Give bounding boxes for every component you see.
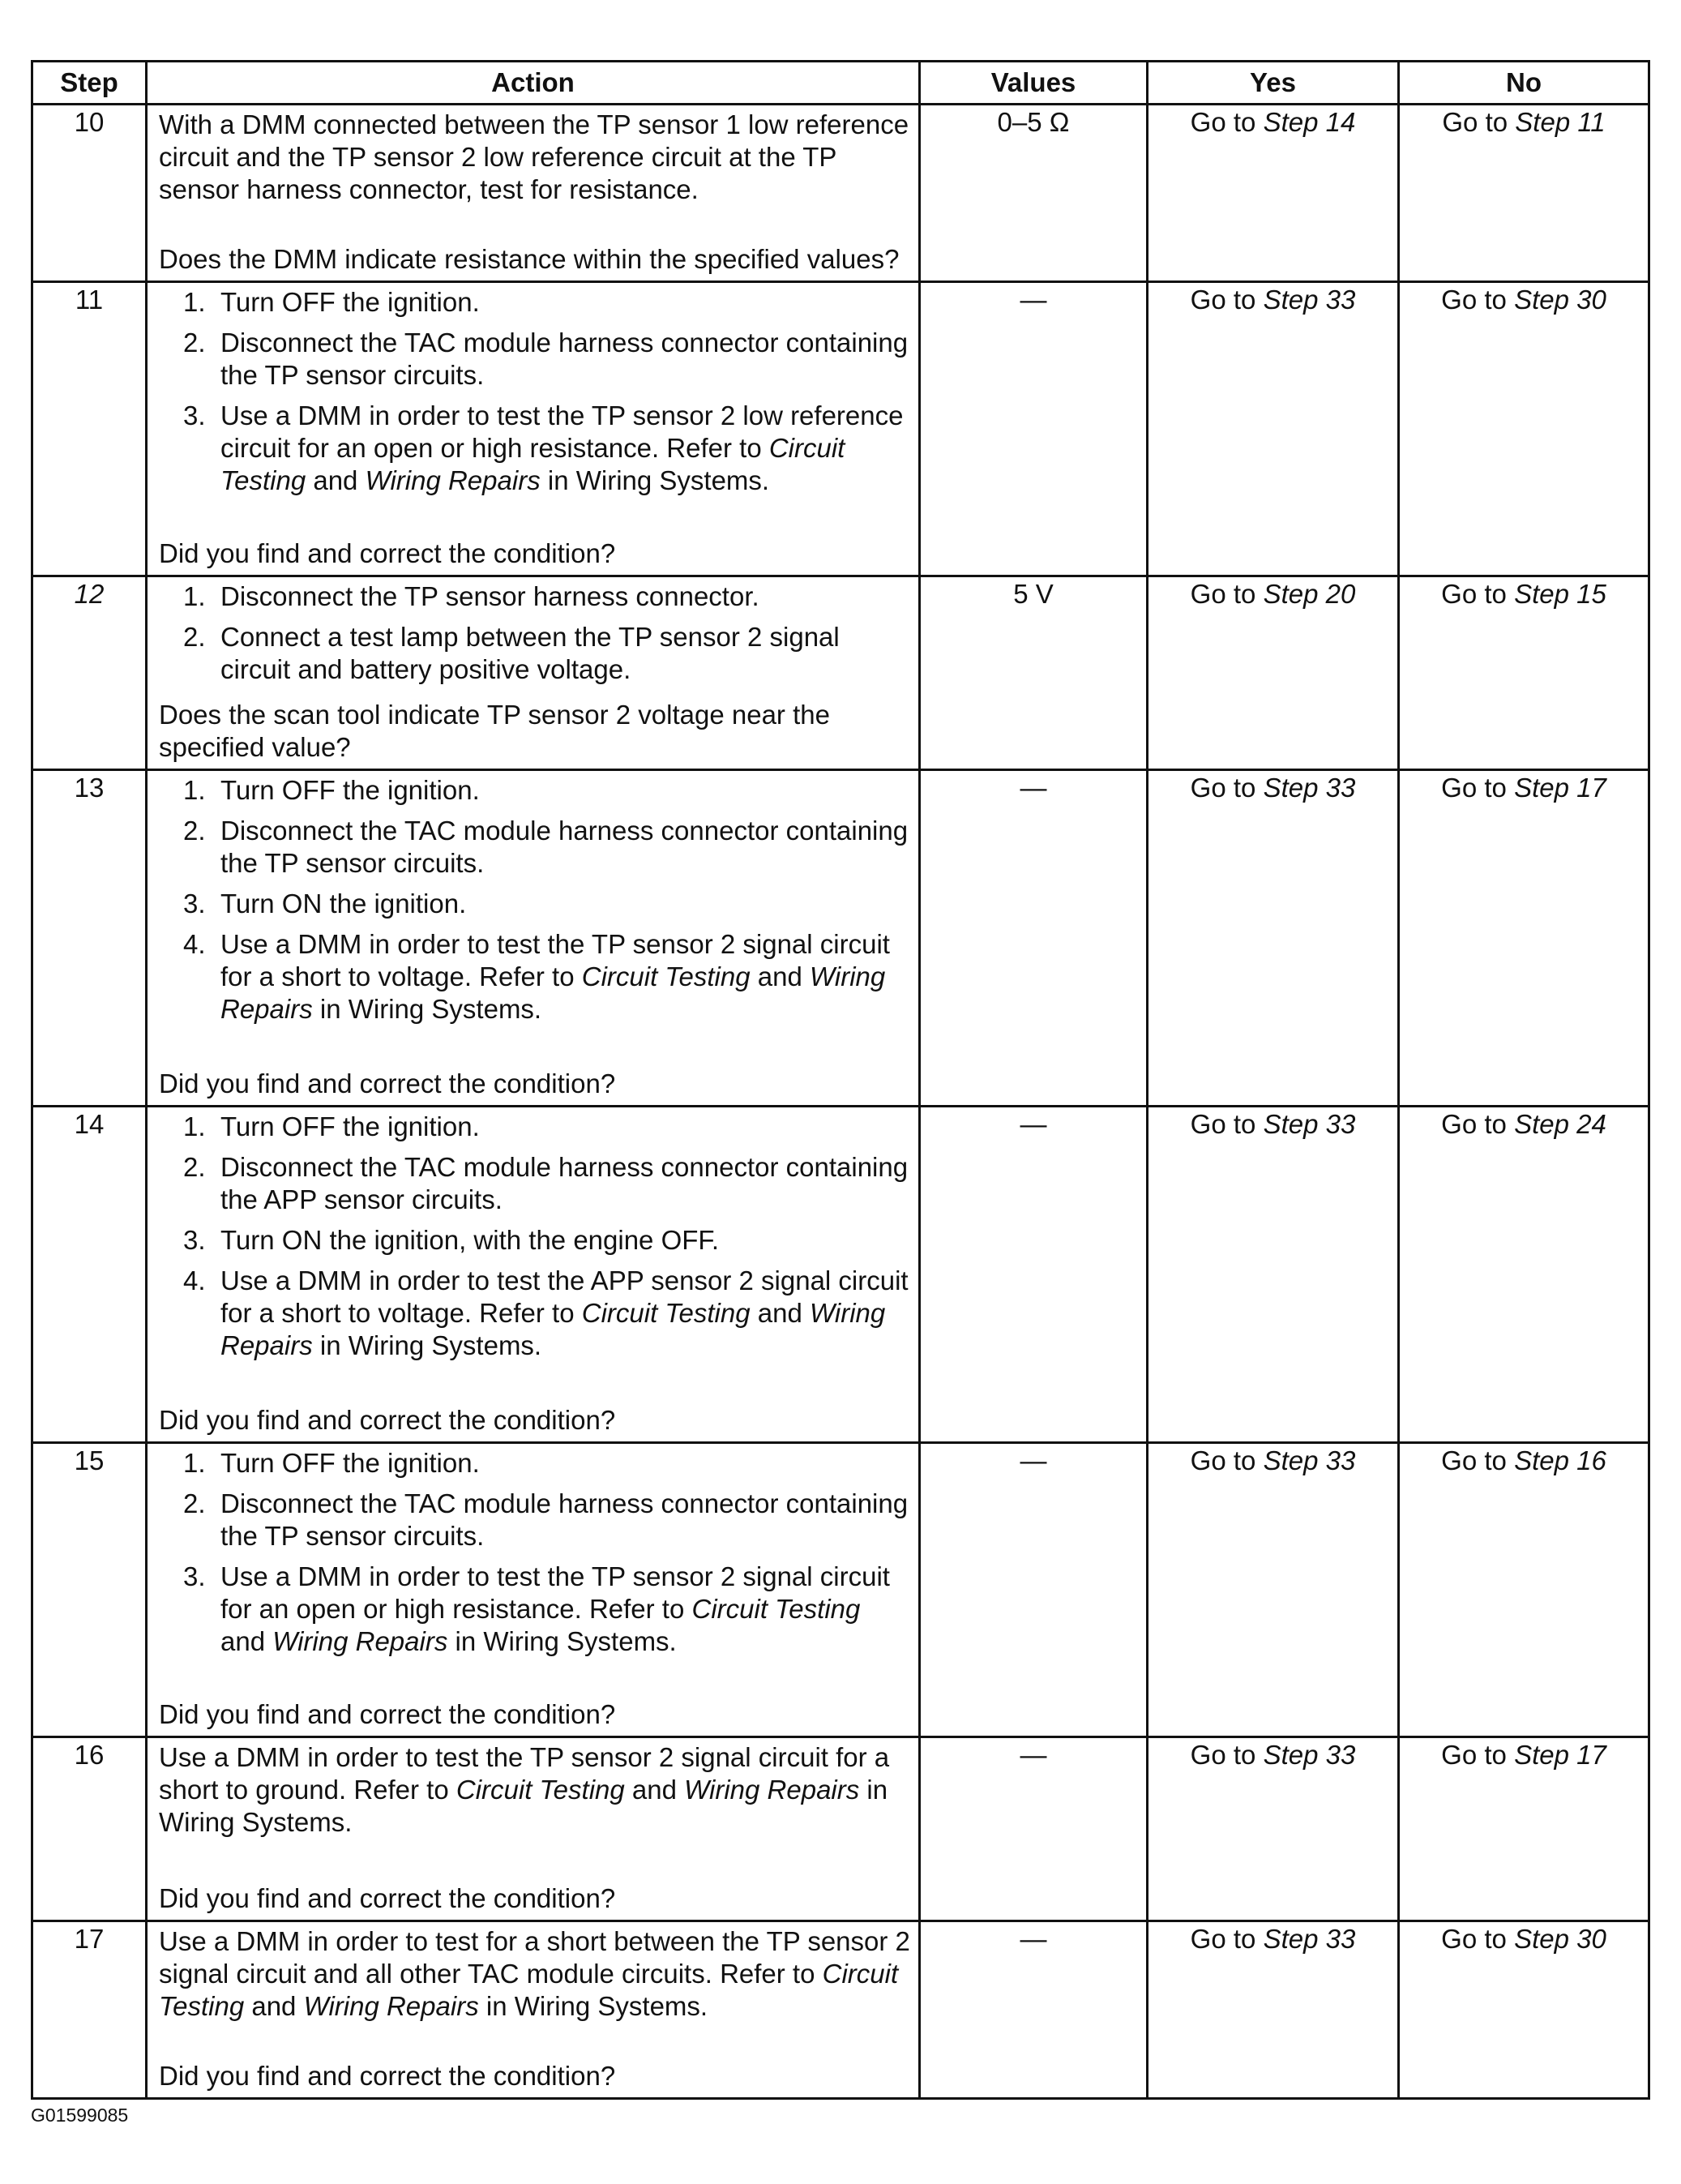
reference-link-text: Wiring Repairs	[365, 465, 541, 495]
step-number: 12	[32, 576, 147, 770]
table-row	[32, 1921, 1649, 2099]
yes-goto-step: Step 33	[1263, 285, 1356, 315]
list-item-text: Disconnect the TP sensor harness connector.	[220, 581, 759, 611]
values-cell: 5 V	[920, 576, 1148, 770]
header-action: Action	[147, 62, 920, 105]
list-item	[183, 1224, 910, 1257]
no-goto-prefix: Go to	[1441, 285, 1507, 315]
list-item-text: Turn ON the ignition, with the engine OFF.	[220, 1225, 720, 1255]
text-run: Use a DMM in order to test for a short between the TP sensor 2 signal circuit and all other TAC module circuits. Refer to	[159, 1926, 910, 1989]
step-number: 10	[32, 105, 147, 282]
list-item-text: Disconnect the TAC module harness connector containing the TP sensor circuits.	[220, 1488, 909, 1551]
table-row	[32, 770, 1649, 1107]
action-content	[159, 1741, 910, 1915]
list-item-number: 1.	[183, 581, 206, 611]
values-cell: —	[920, 282, 1148, 576]
action-instructions	[159, 1925, 910, 2023]
text-run: and	[750, 1298, 811, 1328]
values-cell: —	[920, 770, 1148, 1107]
yes-goto-step: Step 33	[1263, 1109, 1356, 1139]
list-item-text: Turn OFF the ignition.	[220, 1448, 480, 1478]
yes-goto-step: Step 14	[1263, 107, 1356, 137]
text-run: in Wiring Systems.	[540, 465, 770, 495]
yes-goto-step: Step 20	[1263, 579, 1356, 609]
no-cell	[1399, 282, 1649, 576]
text-run: in Wiring Systems.	[447, 1626, 677, 1656]
action-cell	[147, 1107, 920, 1443]
no-goto-prefix: Go to	[1441, 1445, 1507, 1475]
list-item	[183, 1561, 910, 1658]
step-number: 13	[32, 770, 147, 1107]
no-goto-step: Step 17	[1514, 773, 1606, 803]
no-cell	[1399, 576, 1649, 770]
action-question: Did you find and correct the condition?	[159, 1699, 616, 1729]
list-item-number: 1.	[183, 1448, 206, 1478]
no-goto-step: Step 24	[1514, 1109, 1606, 1139]
list-item	[183, 928, 910, 1026]
reference-link-text: Wiring Repairs	[272, 1626, 448, 1656]
step-number: 14	[32, 1107, 147, 1443]
table-row	[32, 105, 1649, 282]
reference-link-text: Wiring Repairs	[220, 1298, 886, 1360]
no-goto-prefix: Go to	[1441, 1109, 1507, 1139]
diagnostic-steps-table	[31, 60, 1650, 2100]
action-content	[159, 774, 910, 1100]
list-item-text	[220, 1561, 890, 1656]
action-step-list	[159, 580, 910, 686]
yes-goto-step: Step 33	[1263, 1445, 1356, 1475]
action-cell	[147, 770, 920, 1107]
no-goto-step: Step 30	[1514, 285, 1606, 315]
list-item	[183, 286, 910, 319]
no-cell	[1399, 1737, 1649, 1921]
action-question: Does the scan tool indicate TP sensor 2 voltage near the specified value?	[159, 700, 830, 762]
text-run: Use a DMM in order to test the TP sensor 2 signal circuit for an open or high resistance. Refer to	[220, 1561, 890, 1624]
yes-cell	[1148, 1921, 1399, 2099]
values-cell: —	[920, 1737, 1148, 1921]
action-instructions	[159, 286, 910, 505]
list-item-number: 3.	[183, 1225, 206, 1255]
table-row	[32, 1107, 1649, 1443]
reference-link-text: Circuit Testing	[159, 1959, 899, 2021]
list-item	[183, 621, 910, 686]
text-run: and	[750, 961, 811, 991]
yes-goto-prefix: Go to	[1190, 285, 1256, 315]
reference-link-text: Circuit Testing	[581, 1298, 751, 1328]
text-run: Use a DMM in order to test the TP sensor 2 low reference circuit for an open or high resistance. Refer to	[220, 400, 904, 463]
action-instructions	[159, 1111, 910, 1370]
list-item-text	[220, 1265, 909, 1360]
list-item-text: Turn OFF the ignition.	[220, 1111, 480, 1141]
list-item-text: Turn OFF the ignition.	[220, 775, 480, 805]
no-goto-step: Step 30	[1514, 1924, 1606, 1954]
text-run: and	[244, 1991, 304, 2021]
yes-goto-prefix: Go to	[1190, 107, 1256, 137]
yes-cell	[1148, 1443, 1399, 1737]
list-item	[183, 327, 910, 392]
list-item	[183, 888, 910, 920]
action-instructions	[159, 109, 910, 206]
list-item-number: 1.	[183, 287, 206, 317]
yes-goto-prefix: Go to	[1190, 1924, 1256, 1954]
table-row	[32, 576, 1649, 770]
values-cell: —	[920, 1443, 1148, 1737]
list-item-text: Disconnect the TAC module harness connector containing the TP sensor circuits.	[220, 816, 909, 878]
yes-goto-step: Step 33	[1263, 1740, 1356, 1770]
values-cell: 0–5 Ω	[920, 105, 1148, 282]
list-item	[183, 1447, 910, 1480]
list-item	[183, 580, 910, 613]
table-row	[32, 282, 1649, 576]
text-run: Use a DMM in order to test the TP sensor 2 signal circuit for a short to voltage. Refer to	[220, 929, 890, 991]
text-run: Use a DMM in order to test the APP sensor 2 signal circuit for a short to voltage. Refer to	[220, 1265, 909, 1328]
list-item-number: 3.	[183, 889, 206, 919]
action-step-list	[159, 1111, 910, 1362]
action-content	[159, 580, 910, 764]
yes-goto-prefix: Go to	[1190, 1740, 1256, 1770]
list-item-number: 2.	[183, 1152, 206, 1182]
action-cell	[147, 1737, 920, 1921]
action-instructions	[159, 1741, 910, 1839]
action-question: Did you find and correct the condition?	[159, 1068, 616, 1098]
action-content	[159, 1111, 910, 1437]
no-goto-step: Step 16	[1514, 1445, 1606, 1475]
figure-id: G01599085	[31, 2105, 129, 2126]
reference-link-text: Circuit Testing	[220, 433, 845, 495]
step-number: 15	[32, 1443, 147, 1737]
text-run: and	[306, 465, 366, 495]
action-question: Did you find and correct the condition?	[159, 1405, 616, 1435]
list-item	[183, 774, 910, 807]
reference-link-text: Wiring Repairs	[220, 961, 886, 1024]
list-item	[183, 815, 910, 880]
list-item-number: 1.	[183, 775, 206, 805]
reference-link-text: Circuit Testing	[691, 1594, 861, 1624]
action-instructions	[159, 774, 910, 1034]
list-item-text: Disconnect the TAC module harness connector containing the TP sensor circuits.	[220, 328, 909, 390]
list-item-number: 2.	[183, 1488, 206, 1518]
yes-cell	[1148, 1107, 1399, 1443]
action-cell	[147, 282, 920, 576]
list-item-number: 2.	[183, 622, 206, 652]
no-cell	[1399, 770, 1649, 1107]
list-item-text	[220, 400, 903, 495]
action-question: Did you find and correct the condition?	[159, 538, 616, 568]
values-cell: —	[920, 1107, 1148, 1443]
list-item-number: 3.	[183, 400, 206, 430]
step-number: 16	[32, 1737, 147, 1921]
action-question: Did you find and correct the condition?	[159, 2061, 616, 2091]
action-intro	[159, 1741, 910, 1839]
header-no: No	[1399, 62, 1649, 105]
no-goto-prefix: Go to	[1441, 773, 1507, 803]
no-cell	[1399, 1921, 1649, 2099]
action-step-list	[159, 1447, 910, 1658]
no-goto-prefix: Go to	[1441, 1924, 1507, 1954]
text-run: in Wiring Systems.	[159, 1775, 888, 1837]
reference-link-text: Circuit Testing	[581, 961, 751, 991]
action-cell	[147, 105, 920, 282]
yes-cell	[1148, 282, 1399, 576]
list-item-number: 1.	[183, 1111, 206, 1141]
action-cell	[147, 576, 920, 770]
header-step: Step	[32, 62, 147, 105]
action-content	[159, 109, 910, 276]
table-row	[32, 1443, 1649, 1737]
yes-goto-prefix: Go to	[1190, 773, 1256, 803]
yes-cell	[1148, 1737, 1399, 1921]
text-run: in Wiring Systems.	[312, 994, 542, 1024]
text-run: in Wiring Systems.	[312, 1330, 542, 1360]
yes-goto-step: Step 33	[1263, 1924, 1356, 1954]
step-number: 17	[32, 1921, 147, 2099]
no-goto-prefix: Go to	[1442, 107, 1508, 137]
reference-link-text: Wiring Repairs	[684, 1775, 860, 1805]
action-question: Did you find and correct the condition?	[159, 1883, 616, 1913]
no-cell	[1399, 1107, 1649, 1443]
no-cell	[1399, 105, 1649, 282]
header-yes: Yes	[1148, 62, 1399, 105]
list-item	[183, 1488, 910, 1552]
yes-cell	[1148, 105, 1399, 282]
no-goto-step: Step 15	[1514, 579, 1606, 609]
yes-cell	[1148, 770, 1399, 1107]
list-item	[183, 1265, 910, 1362]
list-item-number: 4.	[183, 1265, 206, 1295]
action-intro	[159, 1925, 910, 2023]
list-item-number: 2.	[183, 328, 206, 358]
no-goto-step: Step 11	[1515, 107, 1606, 137]
action-instructions	[159, 580, 910, 694]
text-run: and	[220, 1626, 273, 1656]
action-step-list	[159, 774, 910, 1026]
list-item-text: Disconnect the TAC module harness connector containing the APP sensor circuits.	[220, 1152, 909, 1214]
text-run: Use a DMM in order to test the TP sensor 2 signal circuit for a short to ground. Refer to	[159, 1742, 890, 1805]
action-intro: With a DMM connected between the TP sensor 1 low reference circuit and the TP sensor 2 low reference circuit at the TP sensor harness connector, test for resistance.	[159, 109, 909, 204]
yes-goto-step: Step 33	[1263, 773, 1356, 803]
values-cell: —	[920, 1921, 1148, 2099]
header-row	[32, 62, 1649, 105]
action-instructions	[159, 1447, 910, 1666]
list-item-text: Turn OFF the ignition.	[220, 287, 480, 317]
action-cell	[147, 1443, 920, 1737]
list-item-text: Connect a test lamp between the TP sensor 2 signal circuit and battery positive voltage.	[220, 622, 840, 684]
no-goto-step: Step 17	[1514, 1740, 1606, 1770]
table-body	[32, 105, 1649, 2099]
yes-goto-prefix: Go to	[1190, 1445, 1256, 1475]
yes-goto-prefix: Go to	[1190, 1109, 1256, 1139]
list-item-number: 2.	[183, 816, 206, 846]
list-item-number: 3.	[183, 1561, 206, 1591]
header-values: Values	[920, 62, 1148, 105]
no-goto-prefix: Go to	[1441, 579, 1507, 609]
list-item	[183, 1111, 910, 1143]
action-content	[159, 1447, 910, 1731]
reference-link-text: Wiring Repairs	[303, 1991, 479, 2021]
table-row	[32, 1737, 1649, 1921]
reference-link-text: Circuit Testing	[456, 1775, 625, 1805]
text-run: and	[624, 1775, 685, 1805]
list-item-text: Turn ON the ignition.	[220, 889, 467, 919]
list-item-number: 4.	[183, 929, 206, 959]
action-content	[159, 1925, 910, 2092]
no-cell	[1399, 1443, 1649, 1737]
no-goto-prefix: Go to	[1441, 1740, 1507, 1770]
step-number: 11	[32, 282, 147, 576]
list-item	[183, 1151, 910, 1216]
yes-cell	[1148, 576, 1399, 770]
action-question: Does the DMM indicate resistance within the specified values?	[159, 244, 900, 274]
action-cell	[147, 1921, 920, 2099]
text-run: in Wiring Systems.	[478, 1991, 708, 2021]
yes-goto-prefix: Go to	[1190, 579, 1256, 609]
action-step-list	[159, 286, 910, 497]
list-item	[183, 400, 910, 497]
list-item-text	[220, 929, 890, 1024]
action-content	[159, 286, 910, 570]
